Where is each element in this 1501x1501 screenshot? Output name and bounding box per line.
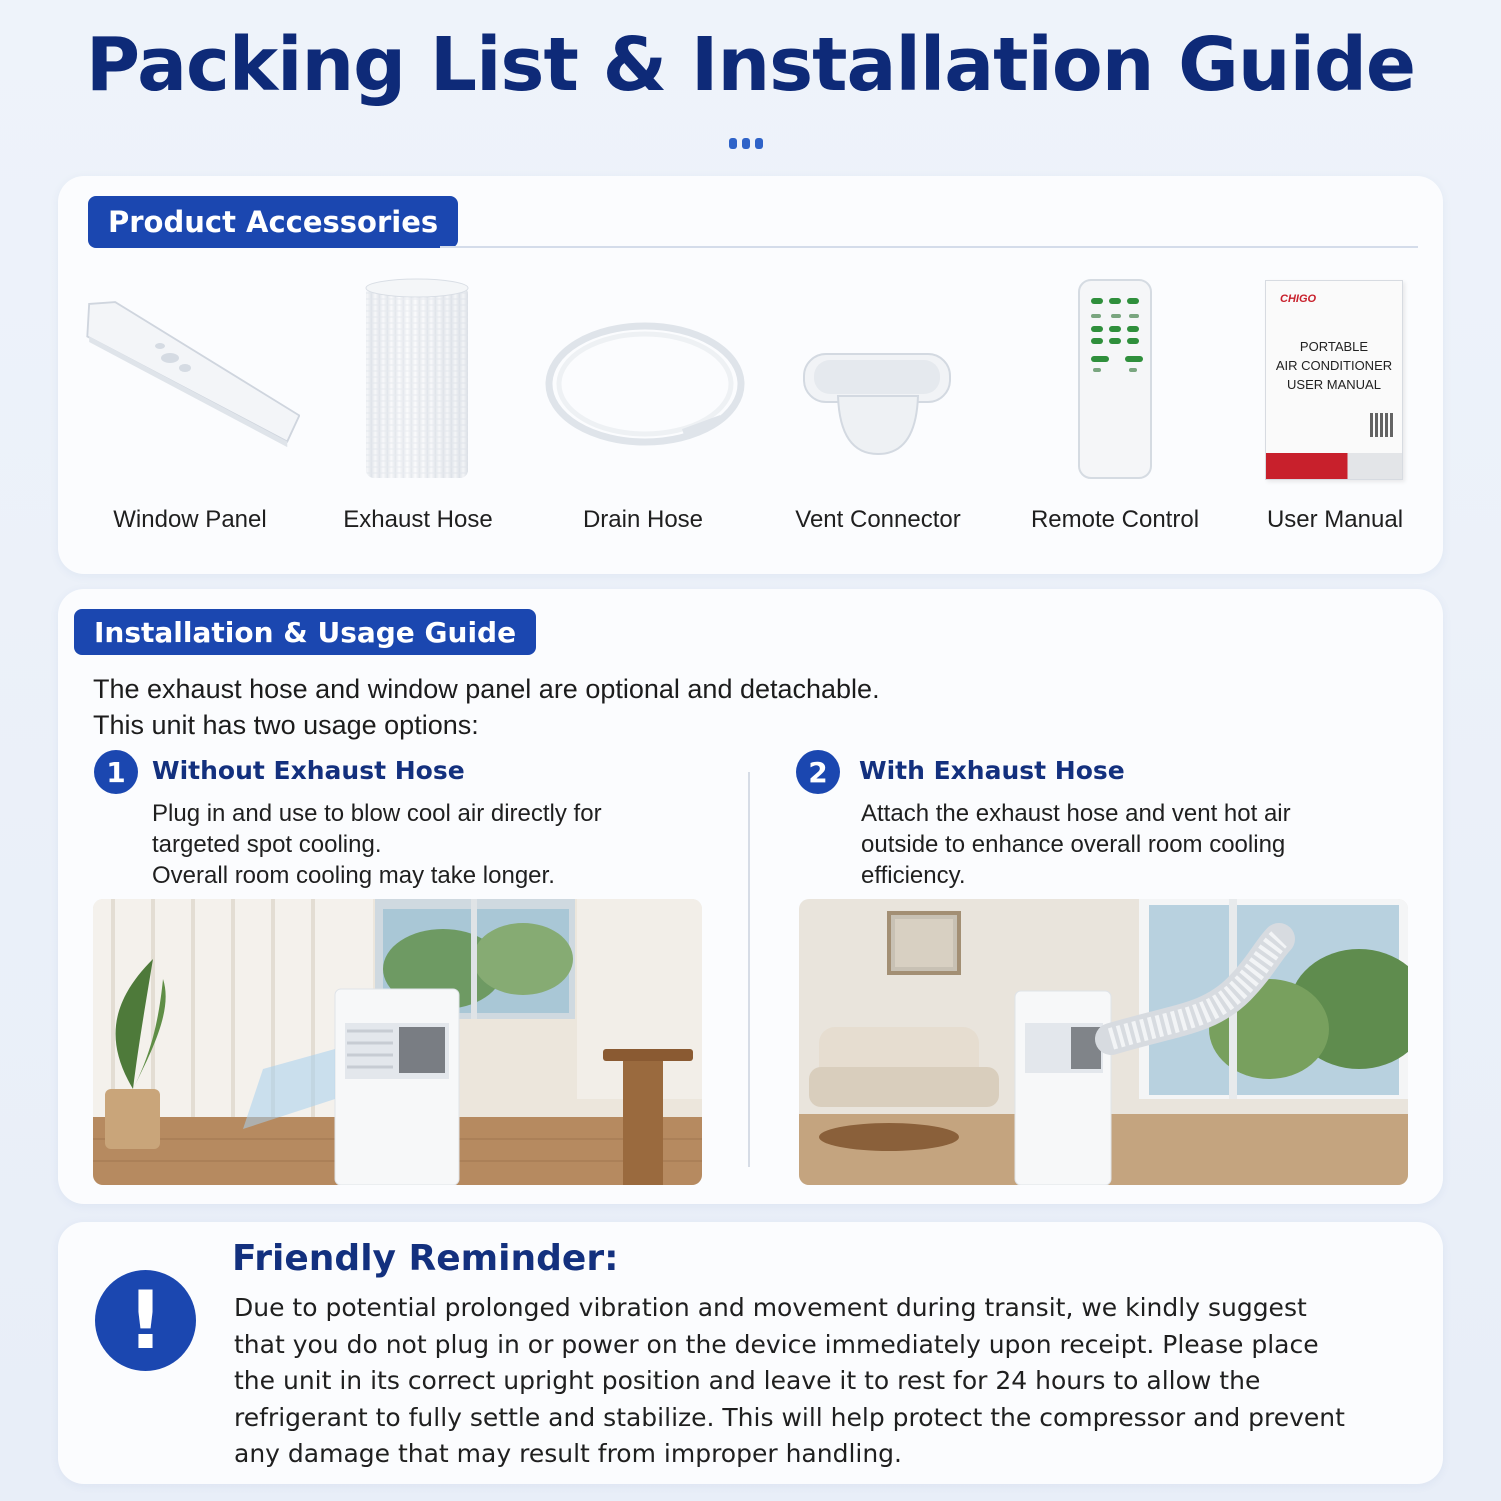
manual-title-line: AIR CONDITIONER bbox=[1275, 358, 1393, 373]
drain-hose-image bbox=[533, 276, 753, 486]
chigo-logo: CHIGO bbox=[1280, 293, 1317, 305]
page-title: Packing List & Installation Guide bbox=[85, 22, 1416, 108]
vent-connector-image bbox=[768, 276, 988, 486]
intro-line: The exhaust hose and window panel are optional and detachable. bbox=[93, 674, 880, 704]
accessory-label: Exhaust Hose bbox=[343, 506, 493, 533]
accessory-remote-control bbox=[1005, 276, 1225, 533]
reminder-line: Due to potential prolonged vibration and movement during transit, we kindly suggest bbox=[234, 1293, 1307, 1322]
desc-line: Plug in and use to blow cool air directly for bbox=[152, 800, 602, 827]
option-2-number-badge: 2 bbox=[796, 750, 840, 794]
qr-code-icon bbox=[1370, 413, 1394, 437]
accessory-exhaust-hose bbox=[308, 276, 528, 533]
room-without-hose-photo bbox=[93, 899, 702, 1185]
window-panel-image bbox=[80, 276, 300, 486]
exhaust-hose-image bbox=[308, 276, 528, 486]
guide-intro bbox=[93, 671, 880, 743]
remote-control-image bbox=[1005, 276, 1225, 486]
desc-line: Overall room cooling may take longer. bbox=[152, 862, 555, 889]
accessory-drain-hose bbox=[533, 276, 753, 533]
desc-line: Attach the exhaust hose and vent hot air bbox=[861, 800, 1291, 827]
desc-line: efficiency. bbox=[861, 862, 966, 889]
manual-red-band bbox=[1266, 453, 1402, 479]
manual-title-line: USER MANUAL bbox=[1287, 377, 1381, 392]
user-manual-cover bbox=[1265, 280, 1403, 480]
accessories-heading: Product Accessories bbox=[88, 196, 458, 248]
accessories-card bbox=[58, 176, 1443, 574]
reminder-line: refrigerant to fully settle and stabilize. This will help protect the compressor and prevent bbox=[234, 1402, 1345, 1432]
reminder-line: any damage that may result from improper handling. bbox=[234, 1439, 902, 1468]
installation-guide-card bbox=[58, 589, 1443, 1204]
reminder-line: the unit in its correct upright position and leave it to rest for 24 hours to allow the bbox=[234, 1366, 1261, 1395]
accessory-window-panel bbox=[80, 276, 300, 533]
accessory-label: Remote Control bbox=[1030, 506, 1200, 533]
accessory-user-manual bbox=[1225, 276, 1445, 533]
desc-line: outside to enhance overall room cooling bbox=[861, 831, 1286, 858]
reminder-card bbox=[58, 1222, 1443, 1484]
exclamation-icon: ! bbox=[95, 1270, 196, 1371]
decorative-dots bbox=[729, 138, 763, 149]
reminder-title: Friendly Reminder: bbox=[232, 1238, 619, 1279]
accessory-label: User Manual bbox=[1266, 506, 1404, 533]
option-1-number-badge: 1 bbox=[94, 750, 138, 794]
room-with-hose-photo bbox=[799, 899, 1408, 1185]
accessory-vent-connector bbox=[768, 276, 988, 533]
option-1-description bbox=[152, 798, 602, 891]
manual-title-line: PORTABLE bbox=[1299, 339, 1369, 354]
option-1-title: Without Exhaust Hose bbox=[152, 756, 465, 785]
guide-heading: Installation & Usage Guide bbox=[74, 609, 536, 655]
heading-underline bbox=[440, 246, 1418, 248]
accessory-label: Window Panel bbox=[113, 506, 267, 533]
reminder-text bbox=[234, 1290, 1345, 1473]
options-divider bbox=[748, 772, 750, 1167]
desc-line: targeted spot cooling. bbox=[152, 831, 382, 858]
intro-line: This unit has two usage options: bbox=[93, 710, 479, 740]
accessory-label: Drain Hose bbox=[582, 506, 704, 533]
accessory-label: Vent Connector bbox=[795, 506, 961, 533]
option-2-title: With Exhaust Hose bbox=[859, 756, 1125, 785]
option-2-description bbox=[861, 798, 1291, 891]
reminder-line: that you do not plug in or power on the device immediately upon receipt. Please place bbox=[234, 1329, 1319, 1359]
